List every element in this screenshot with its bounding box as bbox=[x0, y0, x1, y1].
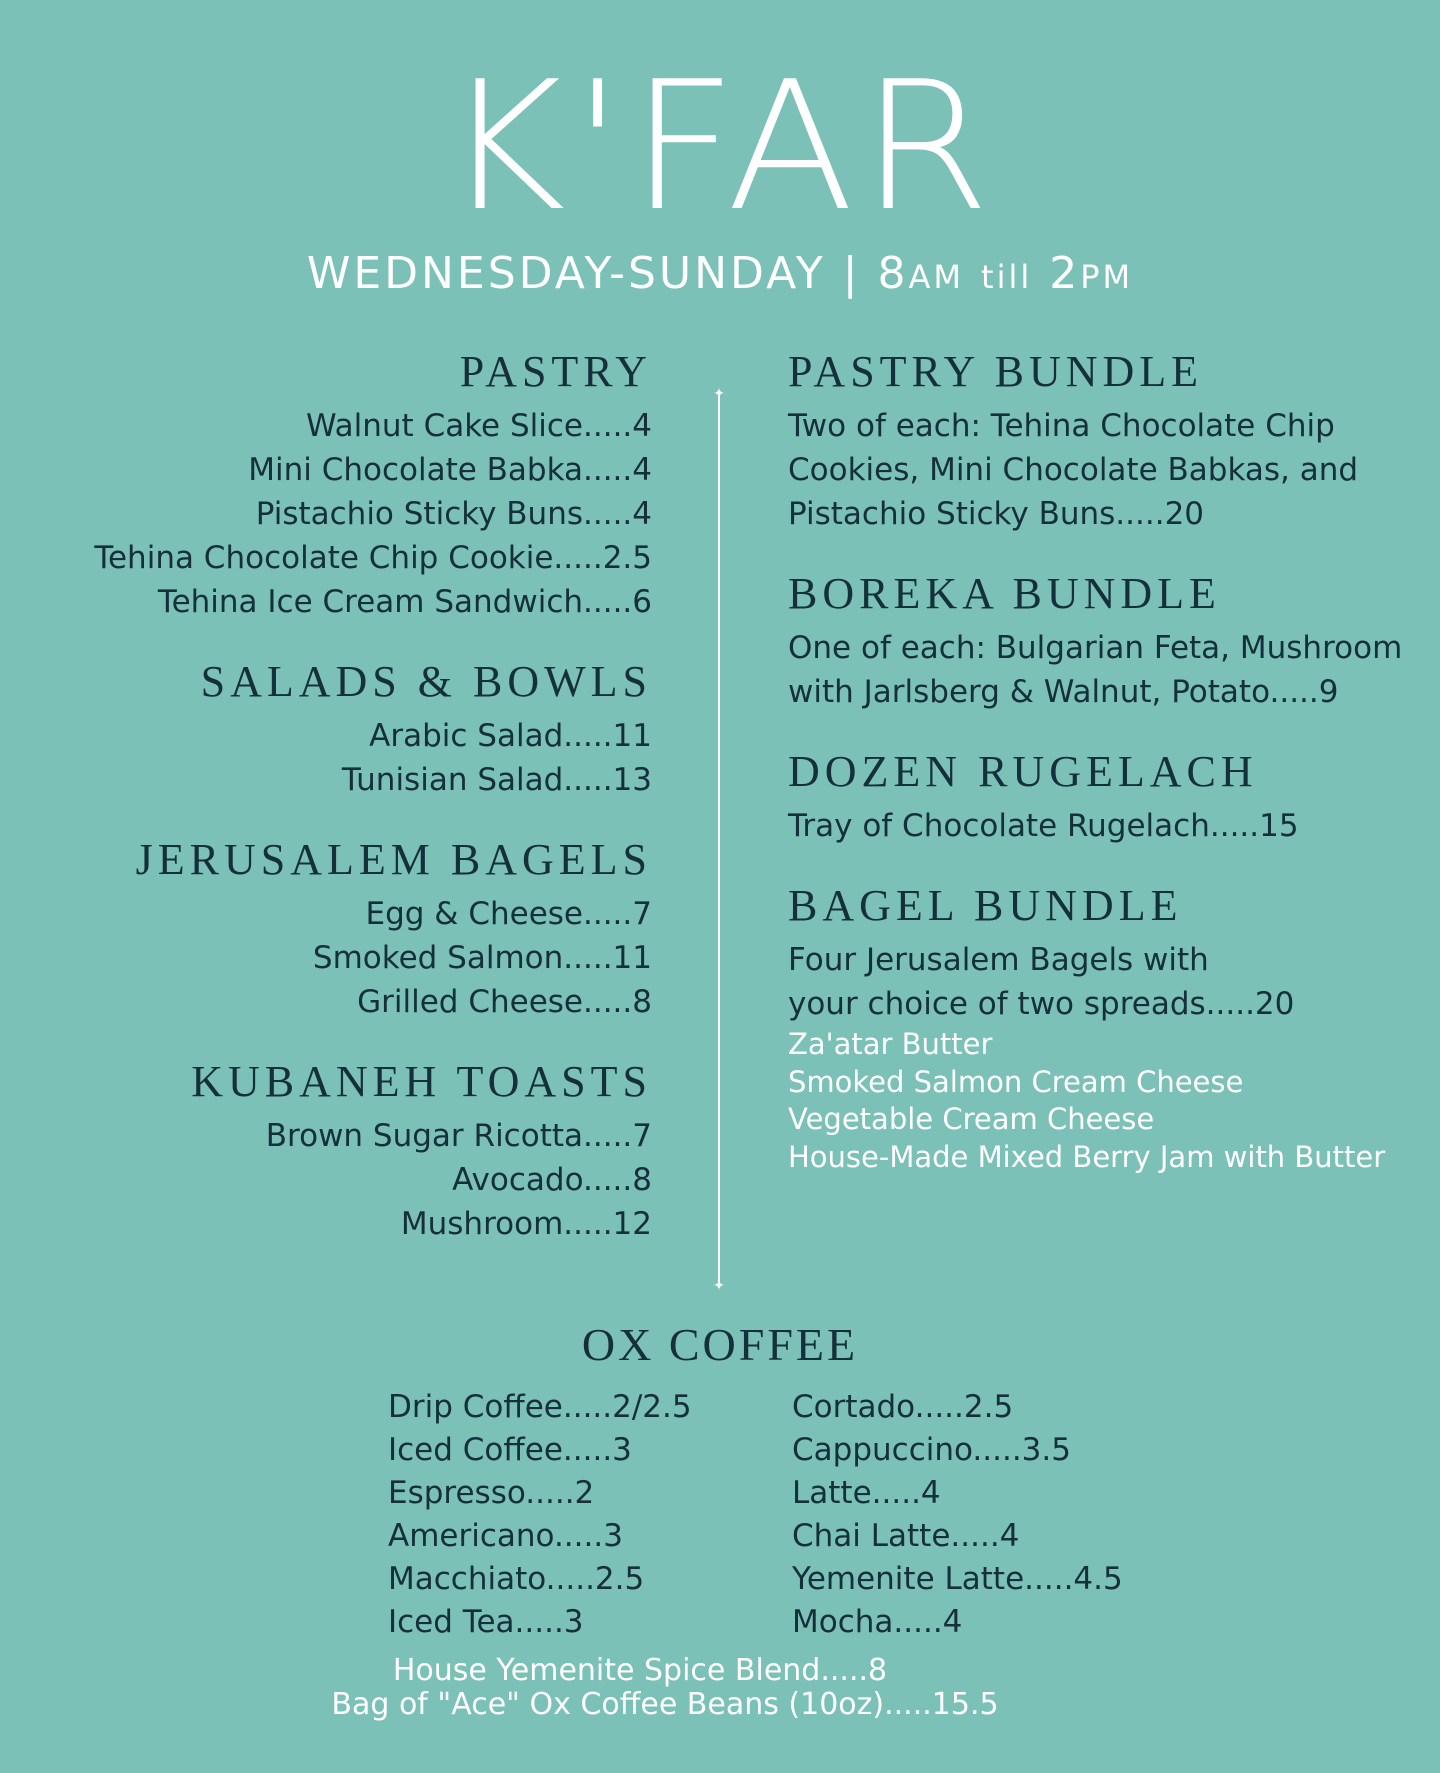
left-menu-column bbox=[80, 347, 652, 1282]
menu-description-line: Tray of Chocolate Rugelach.....15 bbox=[788, 808, 1299, 844]
menu-item: Mini Chocolate Babka.....4 bbox=[248, 452, 652, 488]
diamond-ornament-icon: ✦ bbox=[713, 386, 725, 402]
hours-close-suffix: PM bbox=[1080, 258, 1134, 296]
section-title: KUBANEH TOASTS bbox=[191, 1057, 652, 1106]
coffee-item: Macchiato.....2.5 bbox=[388, 1561, 645, 1597]
diamond-ornament-icon: ✦ bbox=[713, 1278, 725, 1294]
coffee-item: Americano.....3 bbox=[388, 1518, 623, 1554]
hours-days: WEDNESDAY-SUNDAY bbox=[306, 248, 826, 299]
spread-option: Vegetable Cream Cheese bbox=[788, 1102, 1155, 1136]
coffee-item: Latte.....4 bbox=[792, 1475, 941, 1511]
section-jerusalem-bagels bbox=[80, 835, 652, 1024]
column-divider bbox=[713, 386, 725, 1294]
menu-description-line: Cookies, Mini Chocolate Babkas, and bbox=[788, 452, 1359, 488]
menu-item: Mushroom.....12 bbox=[400, 1206, 652, 1242]
spread-option: House-Made Mixed Berry Jam with Butter bbox=[788, 1139, 1386, 1174]
section-pastry bbox=[80, 347, 652, 624]
hours-open-suffix: AM bbox=[908, 258, 965, 296]
coffee-item: Drip Coffee.....2/2.5 bbox=[388, 1389, 692, 1425]
hours-open-number: 8 bbox=[877, 248, 909, 299]
coffee-item: Mocha.....4 bbox=[792, 1604, 963, 1640]
menu-item: Walnut Cake Slice.....4 bbox=[305, 408, 652, 444]
menu-description-line: One of each: Bulgarian Feta, Mushroom bbox=[788, 630, 1403, 666]
menu-description-line: your choice of two spreads.....20 bbox=[788, 986, 1295, 1022]
coffee-item: Iced Tea.....3 bbox=[388, 1604, 584, 1640]
coffee-section-title: OX COFFEE bbox=[581, 1319, 859, 1370]
menu-description-line: Two of each: Tehina Chocolate Chip bbox=[788, 408, 1335, 444]
coffee-item: Iced Coffee.....3 bbox=[388, 1432, 632, 1468]
menu-description-line: with Jarlsberg & Walnut, Potato.....9 bbox=[788, 674, 1339, 710]
menu-item: Tehina Chocolate Chip Cookie.....2.5 bbox=[94, 540, 652, 576]
section-title: SALADS & BOWLS bbox=[200, 657, 652, 706]
logo: K'FAR bbox=[443, 43, 997, 250]
section-title: PASTRY BUNDLE bbox=[788, 347, 1204, 396]
extra-item: House Yemenite Spice Blend.....8 bbox=[392, 1653, 888, 1688]
hours-till: till bbox=[981, 258, 1033, 296]
coffee-right-list bbox=[792, 1386, 1152, 1644]
section-title: BOREKA BUNDLE bbox=[788, 569, 1221, 618]
menu-description-line: Four Jerusalem Bagels with bbox=[788, 942, 1209, 978]
section-bagel-bundle bbox=[788, 881, 1408, 1176]
hours-close-number: 2 bbox=[1049, 248, 1081, 299]
menu-item: Egg & Cheese.....7 bbox=[365, 896, 652, 932]
menu-item: Smoked Salmon.....11 bbox=[312, 940, 652, 976]
coffee-item: Espresso.....2 bbox=[388, 1475, 595, 1511]
menu-item: Tunisian Salad.....13 bbox=[341, 762, 652, 798]
menu-item: Tehina Ice Cream Sandwich.....6 bbox=[157, 584, 652, 620]
section-pastry-bundle bbox=[788, 347, 1408, 536]
section-title: JERUSALEM BAGELS bbox=[135, 835, 652, 884]
coffee-item: Cortado.....2.5 bbox=[792, 1389, 1014, 1425]
section-boreka-bundle bbox=[788, 569, 1408, 714]
right-menu-column bbox=[788, 347, 1408, 1212]
coffee-item: Yemenite Latte.....4.5 bbox=[792, 1561, 1123, 1597]
hours-separator: | bbox=[842, 248, 861, 299]
menu-item: Grilled Cheese.....8 bbox=[357, 984, 652, 1020]
spread-option: Smoked Salmon Cream Cheese bbox=[788, 1064, 1244, 1099]
section-title: PASTRY bbox=[459, 347, 652, 396]
menu-item: Pistachio Sticky Buns.....4 bbox=[255, 496, 652, 532]
section-title: BAGEL BUNDLE bbox=[788, 881, 1183, 930]
coffee-left-list bbox=[388, 1386, 748, 1644]
coffee-item: Chai Latte.....4 bbox=[792, 1518, 1020, 1554]
spread-option: Za'atar Butter bbox=[788, 1027, 993, 1061]
section-dozen-rugelach bbox=[788, 747, 1408, 848]
coffee-item: Cappuccino.....3.5 bbox=[792, 1432, 1071, 1468]
menu-description-line: Pistachio Sticky Buns.....20 bbox=[788, 496, 1205, 532]
menu-item: Avocado.....8 bbox=[452, 1162, 652, 1198]
opening-hours bbox=[0, 248, 1440, 299]
coffee-extras bbox=[0, 1654, 1440, 1722]
menu-item: Brown Sugar Ricotta.....7 bbox=[265, 1118, 652, 1154]
menu-item: Arabic Salad.....11 bbox=[369, 718, 652, 754]
section-salads-bowls bbox=[80, 657, 652, 802]
section-kubaneh-toasts bbox=[80, 1057, 652, 1246]
extra-item: Bag of "Ace" Ox Coffee Beans (10oz).....15.5 bbox=[331, 1687, 999, 1722]
section-title: DOZEN RUGELACH bbox=[788, 747, 1258, 796]
